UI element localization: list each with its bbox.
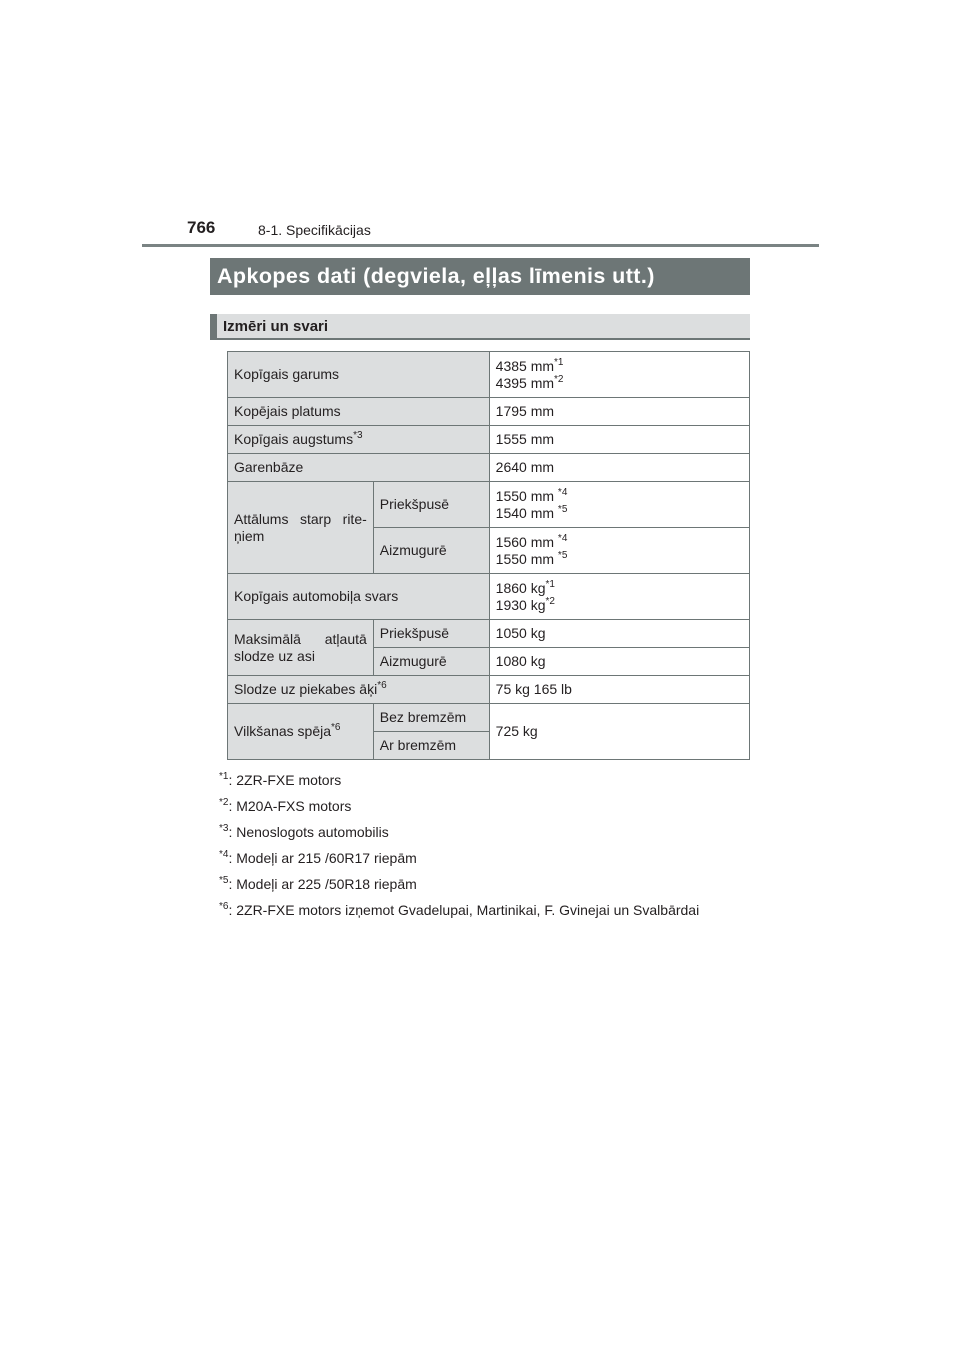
footnotes [219, 771, 699, 927]
sub-label: Aizmugurē [373, 528, 489, 574]
footnote: $^{*5}$: Modeļi ar 225 /50R18 riepām [219, 875, 417, 892]
row-value: 1555 mm [489, 426, 749, 454]
table-row [228, 574, 750, 620]
row-value: 1080 kg [489, 648, 749, 676]
header-rule [142, 244, 819, 247]
sub-label: Bez bremzēm [373, 704, 489, 732]
row-value: 1560 mm $^{*4}$ 1550 mm $^{*5}$ [489, 528, 749, 574]
table-row [228, 676, 750, 704]
sub-label: Priekšpusē [373, 620, 489, 648]
table-row [228, 704, 750, 732]
subheading-accent [210, 314, 217, 338]
row-label: Maksimālā atļautā slodze uz asi [228, 620, 374, 676]
row-value: 4385 $mm^{*1}$ 4395 $mm^{*2}$ [489, 352, 749, 398]
table-row [228, 454, 750, 482]
row-label: Kopīgais automobiļa svars [228, 574, 490, 620]
row-label: Slodze uz piekabes āķi$^{*6}$ [228, 676, 490, 704]
section-title-bar [210, 258, 750, 295]
footnote: $^{*1}$: 2ZR-FXE motors [219, 771, 342, 788]
section-title: Apkopes dati (degviela, eļļas līmenis utt.) [217, 264, 655, 288]
row-value: 1795 mm [489, 398, 749, 426]
table-row [228, 482, 750, 528]
row-label: Kopīgais augstums$^{*3}$ [228, 426, 490, 454]
footnote: $^{*4}$: Modeļi ar 215 /60R17 riepām [219, 849, 417, 866]
footnote: $^{*2}$: M20A-FXS motors [219, 797, 352, 814]
row-value: 1550 mm $^{*4}$ 1540 mm $^{*5}$ [489, 482, 749, 528]
subheading-text: Izmēri un svari [223, 317, 329, 335]
subheading-bar [210, 314, 750, 340]
row-label: Attālums starp rite- ņiem [228, 482, 374, 574]
table-row [228, 620, 750, 648]
sub-label: Ar bremzēm [373, 732, 489, 760]
row-label: Kopīgais garums [228, 352, 490, 398]
row-value: 75 kg 165 lb [489, 676, 749, 704]
row-label: Garenbāze [228, 454, 490, 482]
footnote: $^{*6}$: 2ZR-FXE motors izņemot Gvadelupai, Martinikai, F. Gvinejai un Svalbārdai [219, 901, 700, 918]
row-value: 2640 mm [489, 454, 749, 482]
table-row [228, 426, 750, 454]
page-number: 766 [187, 218, 216, 237]
section-label: 8-1. Specifikācijas [258, 222, 371, 238]
specifications-table [227, 351, 750, 760]
footnote: $^{*3}$: Nenoslogots automobilis [219, 823, 389, 840]
row-label: Vilkšanas spēja$^{*6}$ [228, 704, 374, 760]
table-row [228, 352, 750, 398]
row-value: 1050 kg [489, 620, 749, 648]
table-row [228, 398, 750, 426]
row-value: 725 kg [489, 704, 749, 760]
sub-label: Aizmugurē [373, 648, 489, 676]
row-value: 1860 $kg^{*1}$ 1930 $kg^{*2}$ [489, 574, 749, 620]
sub-label: Priekšpusē [373, 482, 489, 528]
row-label: Kopējais platums [228, 398, 490, 426]
